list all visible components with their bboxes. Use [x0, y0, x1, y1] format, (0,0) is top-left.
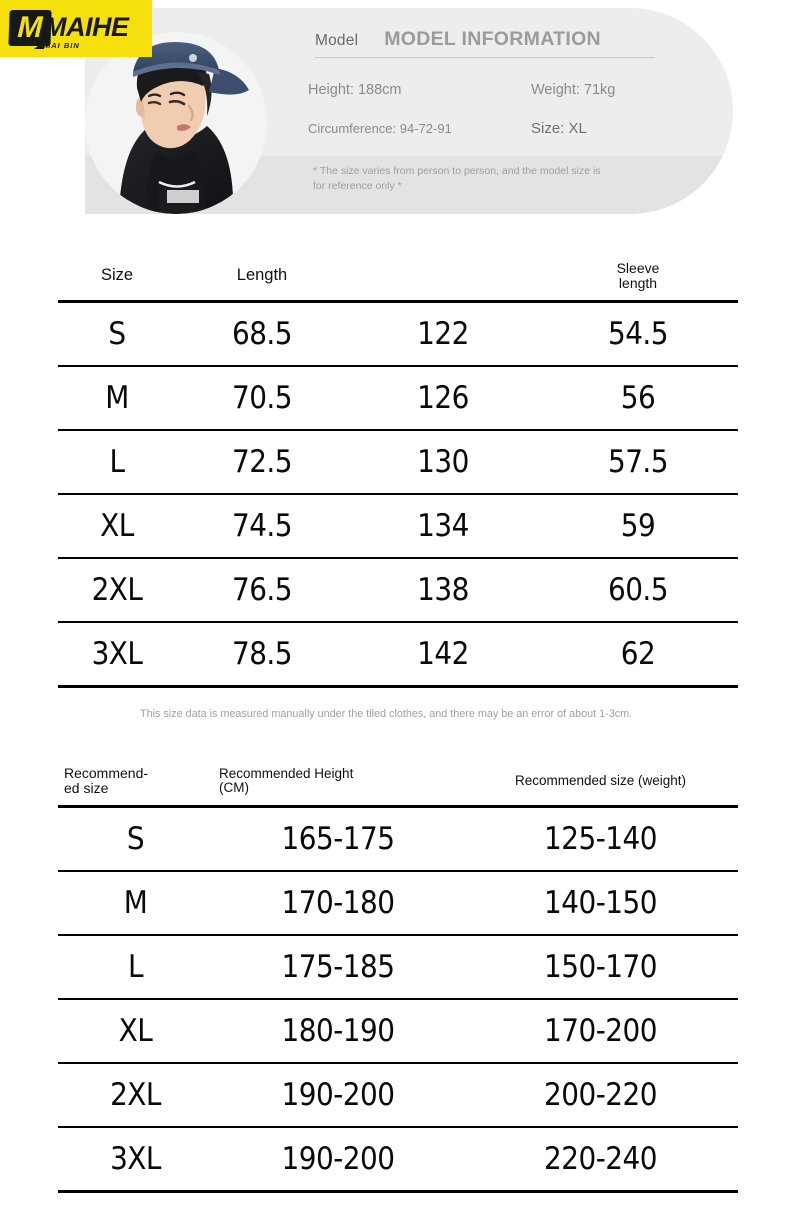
cell-bust: 138	[348, 558, 538, 622]
cell-recommended-weight: 220-240	[463, 1127, 738, 1192]
model-information-heading	[315, 28, 655, 58]
column-header-length-label: Length	[236, 266, 288, 285]
table-row	[58, 807, 738, 872]
model-information-banner	[0, 0, 790, 222]
cell-bust: 130	[348, 430, 538, 494]
column-header-size	[58, 252, 176, 302]
table-header-row	[58, 757, 738, 807]
cell-recommended-weight: 150-170	[463, 935, 738, 999]
cell-recommended-weight: 140-150	[463, 871, 738, 935]
model-circumference: Circumference: 94-72-91	[308, 121, 452, 136]
table-row	[58, 871, 738, 935]
column-header-recommended-height-label: Recommended Height (CM)	[219, 765, 354, 795]
measurement-note: This size data is measured manually under the tiled clothes, and there may be an error of about 1-3cm.	[140, 708, 633, 720]
column-header-sleeve-length	[538, 252, 738, 302]
table-header-row	[58, 252, 738, 302]
column-header-recommended-size	[58, 757, 213, 807]
column-header-recommended-weight-label: Recommended size (weight)	[514, 772, 687, 788]
brand-logo	[0, 0, 152, 57]
table-row	[58, 1127, 738, 1192]
measurement-table-body	[58, 302, 738, 687]
cell-bust: 126	[348, 366, 538, 430]
table-row	[58, 494, 738, 558]
cell-sleeve: 60.5	[538, 558, 738, 622]
table-row	[58, 430, 738, 494]
cell-recommended-height: 170-180	[213, 871, 463, 935]
cell-size: S	[58, 302, 176, 367]
brand-logo-mark-letter: M	[16, 11, 44, 44]
cell-sleeve: 59	[538, 494, 738, 558]
cell-bust: 122	[348, 302, 538, 367]
table-row	[58, 302, 738, 367]
cell-recommended-height: 190-200	[213, 1127, 463, 1192]
table-row	[58, 1063, 738, 1127]
column-header-bust	[348, 252, 538, 302]
cell-recommended-weight: 170-200	[463, 999, 738, 1063]
recommendation-table-wrapper	[58, 757, 738, 1193]
column-header-recommended-height	[213, 757, 463, 807]
table-row	[58, 366, 738, 430]
model-size: Size: XL	[531, 120, 587, 137]
model-photo-illustration	[85, 32, 267, 214]
model-size-disclaimer: * The size varies from person to person, and the model size is for reference only *	[313, 165, 601, 193]
column-header-recommended-weight	[463, 757, 738, 807]
column-header-sleeve-length-label: Sleeve length	[616, 260, 660, 291]
table-row	[58, 999, 738, 1063]
cell-sleeve: 62	[538, 622, 738, 687]
cell-recommended-size: 3XL	[58, 1127, 213, 1192]
cell-sleeve: 57.5	[538, 430, 738, 494]
cell-length: 72.5	[176, 430, 348, 494]
model-photo	[85, 32, 267, 214]
cell-size: L	[58, 430, 176, 494]
cell-bust: 134	[348, 494, 538, 558]
cell-size: XL	[58, 494, 176, 558]
cell-recommended-size: 2XL	[58, 1063, 213, 1127]
cell-recommended-height: 180-190	[213, 999, 463, 1063]
cell-bust: 142	[348, 622, 538, 687]
recommendation-table-body	[58, 807, 738, 1192]
cell-length: 78.5	[176, 622, 348, 687]
cell-recommended-height: 175-185	[213, 935, 463, 999]
recommendation-table-head	[58, 757, 738, 807]
cell-size: 2XL	[58, 558, 176, 622]
cell-length: 70.5	[176, 366, 348, 430]
model-label: Model	[315, 32, 359, 49]
measurement-table-head	[58, 252, 738, 302]
column-header-recommended-size-label: Recommend- ed size	[64, 765, 149, 796]
cell-recommended-size: XL	[58, 999, 213, 1063]
cell-recommended-height: 165-175	[213, 807, 463, 872]
measurement-table-wrapper	[58, 252, 738, 688]
cell-recommended-height: 190-200	[213, 1063, 463, 1127]
cell-length: 76.5	[176, 558, 348, 622]
table-row	[58, 558, 738, 622]
column-header-size-label: Size	[100, 266, 134, 285]
cell-size: M	[58, 366, 176, 430]
model-information-title: MODEL INFORMATION	[384, 28, 601, 50]
brand-subtitle: MAI BIN	[44, 41, 80, 50]
cell-recommended-size: M	[58, 871, 213, 935]
model-height: Height: 188cm	[308, 82, 402, 98]
cell-size: 3XL	[58, 622, 176, 687]
column-header-length	[176, 252, 348, 302]
cell-sleeve: 54.5	[538, 302, 738, 367]
cell-recommended-size: S	[58, 807, 213, 872]
cell-recommended-weight: 125-140	[463, 807, 738, 872]
brand-name: MAIHE	[44, 12, 129, 42]
model-weight: Weight: 71kg	[531, 82, 616, 98]
cell-sleeve: 56	[538, 366, 738, 430]
cell-length: 74.5	[176, 494, 348, 558]
table-row	[58, 622, 738, 687]
recommendation-table	[58, 757, 738, 1193]
cell-recommended-size: L	[58, 935, 213, 999]
measurement-table	[58, 252, 738, 688]
cell-recommended-weight: 200-220	[463, 1063, 738, 1127]
table-row	[58, 935, 738, 999]
cell-length: 68.5	[176, 302, 348, 367]
